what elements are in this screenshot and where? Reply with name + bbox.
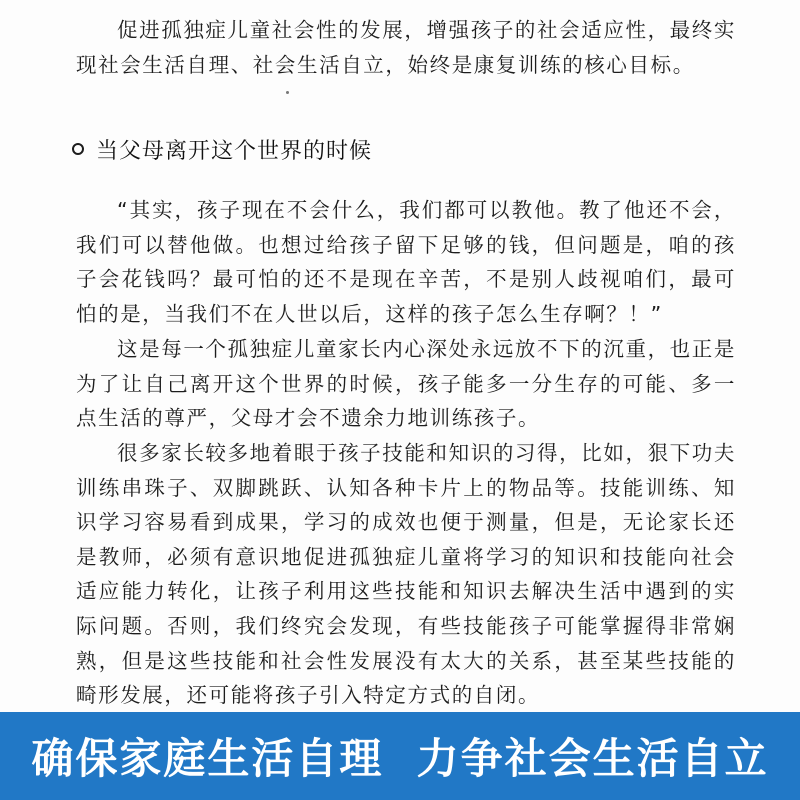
paragraph-intro: 促进孤独症儿童社会性的发展，增强孩子的社会适应性，最终实现社会生活自理、社会生活自立，始终是康复训练的核心目标。	[76, 18, 736, 77]
section-heading	[72, 132, 372, 166]
banner-text: 确保家庭生活自理 力争社会生活自立	[31, 734, 769, 783]
section-heading-text: 当父母离开这个世界的时候	[96, 138, 373, 164]
circle-bullet-icon	[72, 143, 84, 155]
paragraph-quote: “其实，孩子现在不会什么，我们都可以教他。教了他还不会，我们可以替他做。也想过给孩子留下足够的钱，但问题是，咱的孩子会花钱吗？最可怕的还不是现在辛苦，不是别人歧视咱们，最可怕的是，当我们不在人世以后，这样的孩子怎么生存啊？！”	[76, 198, 736, 326]
print-speck	[286, 91, 289, 94]
paragraph-skills: 很多家长较多地着眼于孩子技能和知识的习得，比如，狠下功夫训练串珠子、双脚跳跃、认知各种卡片上的物品等。技能训练、知识学习容易看到成果，学习的成效也便于测量，但是，无论家长还是教师，必须有意识地促进孤独症儿童将学习的知识和技能向社会适应能力转化，让孩子利用这些技能和知识去解决生活中遇到的实际问题。否则，我们终究会发现，有些技能孩子可能掌握得非常娴熟，但是这些技能和社会性发展没有太大的关系，甚至某些技能的畸形发展，还可能将孩子引入特定方式的自闭。	[76, 441, 736, 708]
paragraph-parents: 这是每一个孤独症儿童家长内心深处永远放不下的沉重，也正是为了让自己离开这个世界的时候，孩子能多一分生存的可能、多一点生活的尊严，父母才会不遗余力地训练孩子。	[76, 337, 736, 431]
caption-banner	[0, 712, 800, 800]
